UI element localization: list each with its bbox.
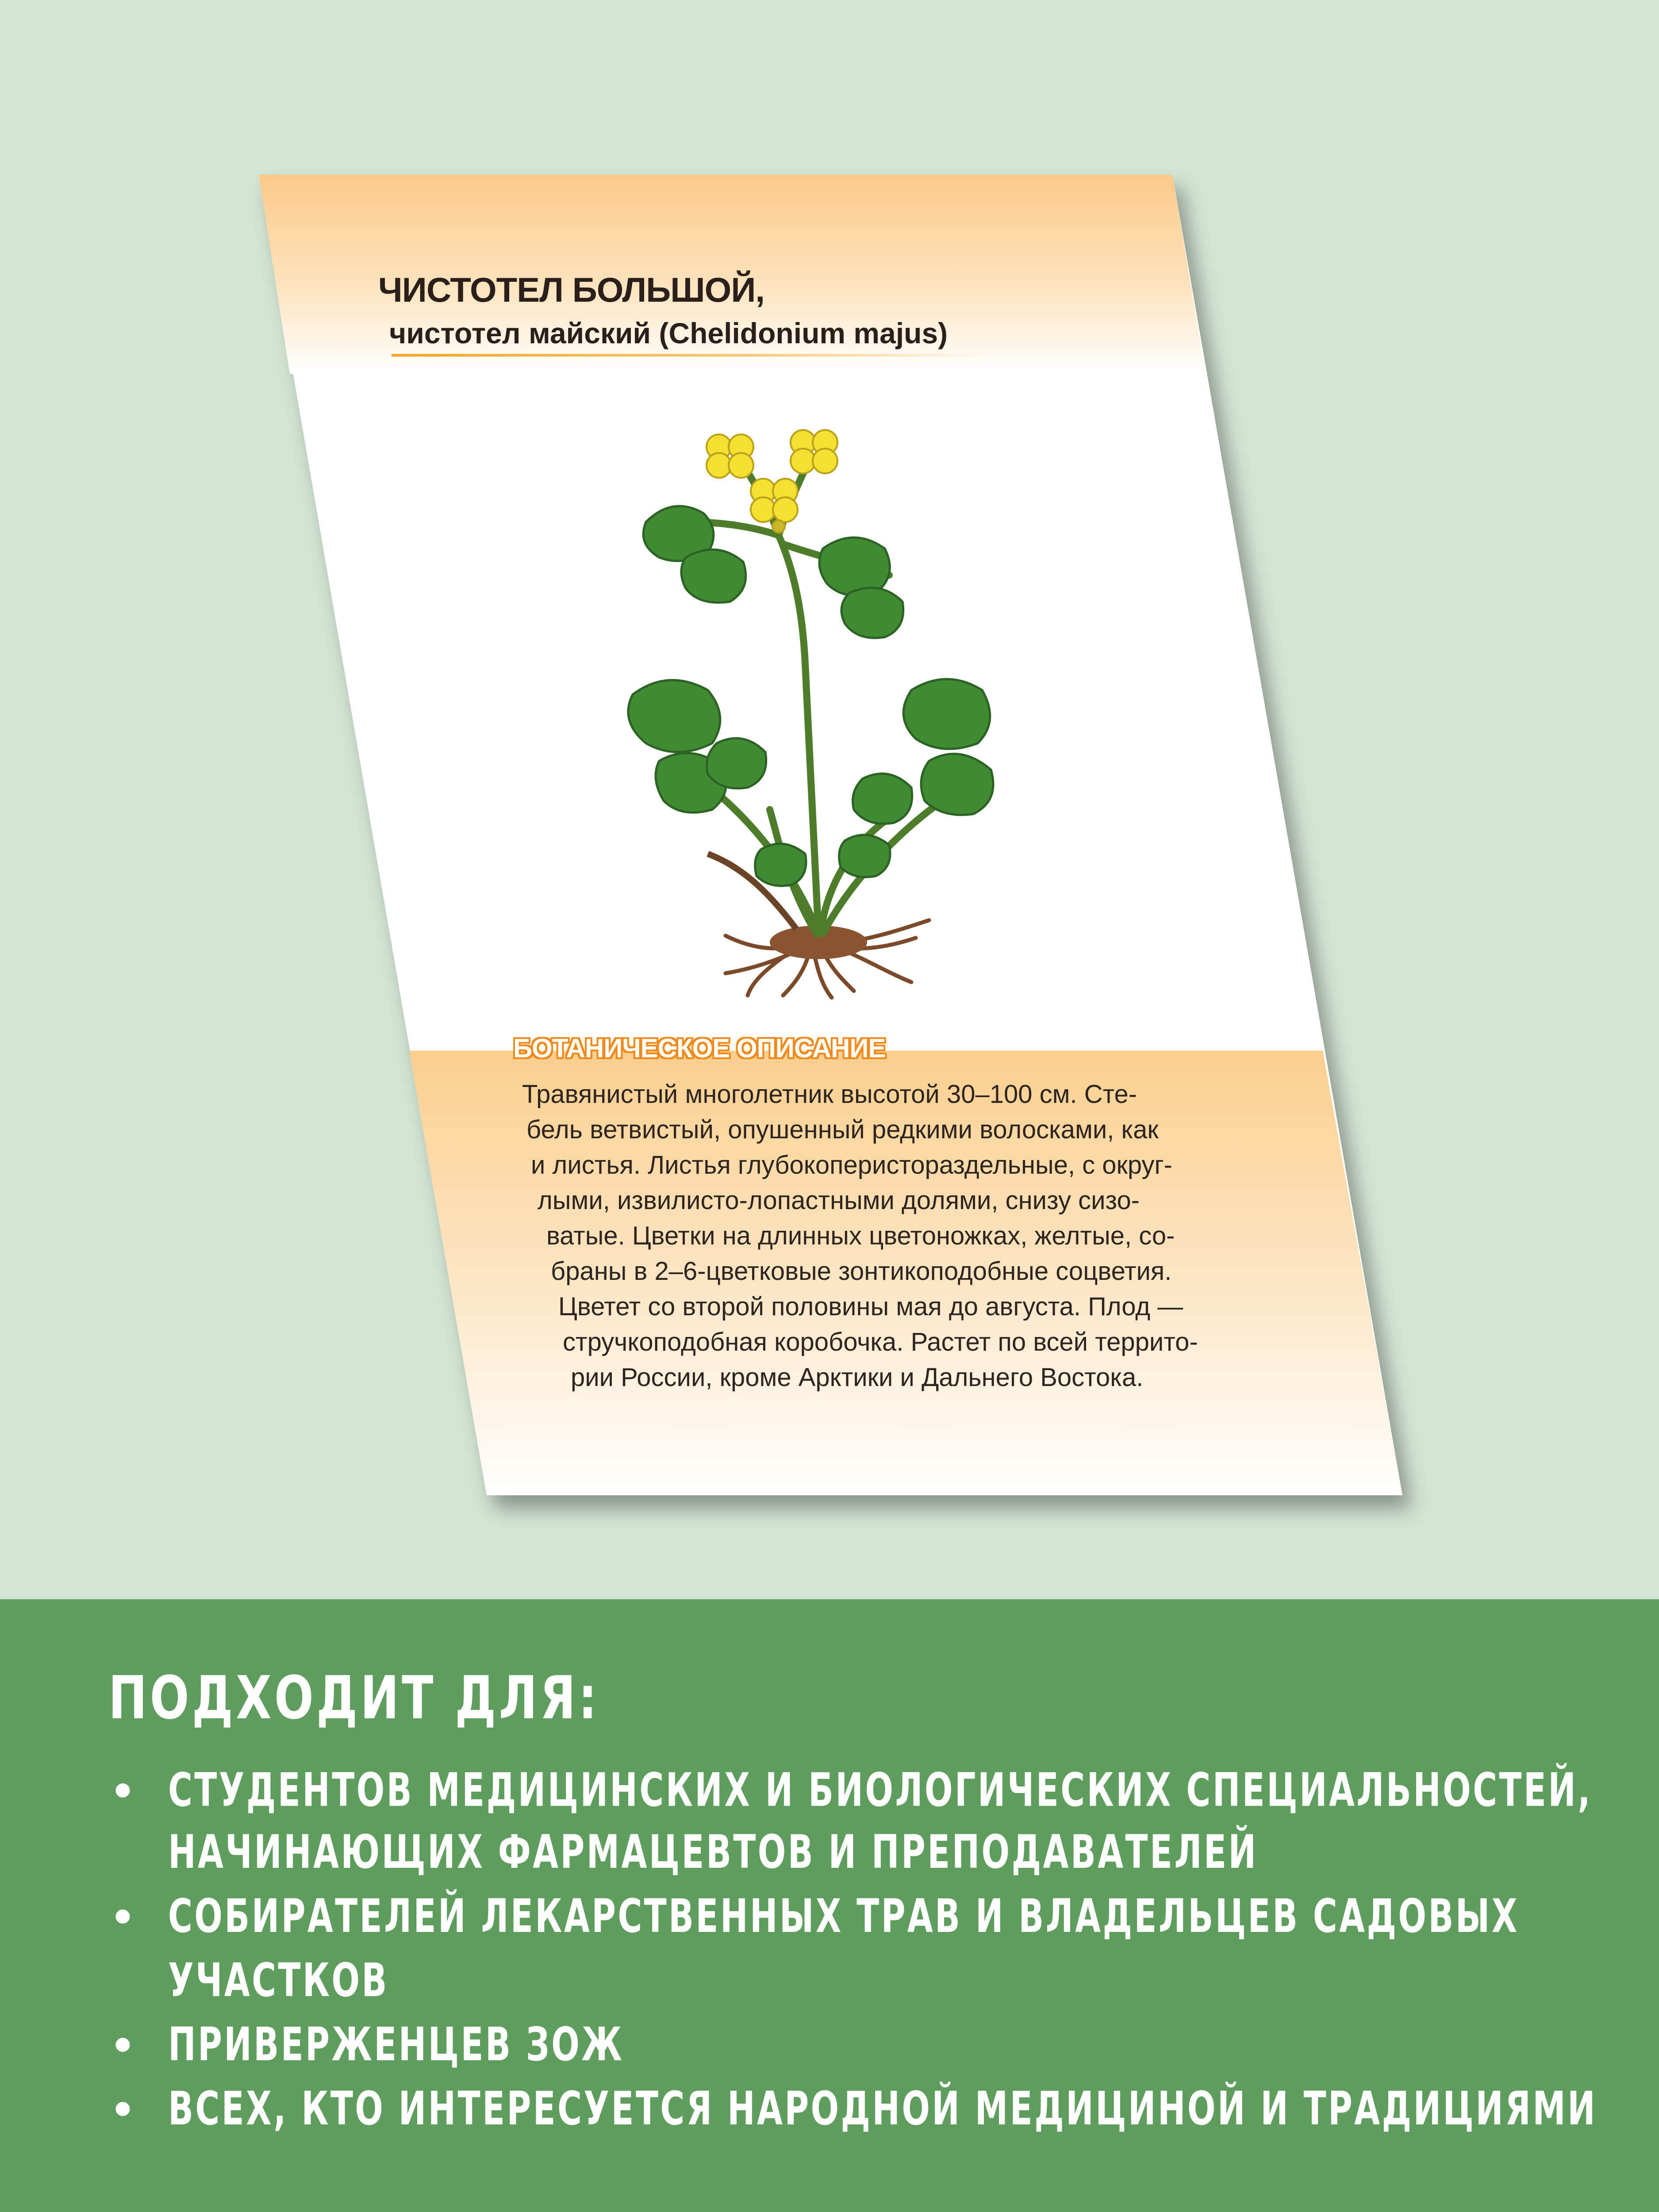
audience-item-line: УЧАСТКОВ [168, 1953, 389, 2007]
description-line: браны в 2–6-цветковые зонтикоподобные соцветия. [551, 1257, 1172, 1286]
description-line: и листья. Листья глубокоперистораздельные, с округ- [531, 1151, 1172, 1179]
description-line: стручкоподобная коробочка. Растет по всей террито- [563, 1328, 1198, 1356]
audience-item-line: ПРИВЕРЖЕНЦЕВ ЗОЖ [168, 2017, 624, 2071]
description-line: рии России, кроме Арктики и Дальнего Востока. [571, 1363, 1144, 1392]
description-line: Травянистый многолетник высотой 30–100 см. Сте- [522, 1080, 1137, 1109]
plant-subtitle: чистотел майский (Chelidonium majus) [389, 317, 948, 349]
bullet-icon: • [108, 1889, 137, 1946]
audience-item-line: ВСЕХ, КТО ИНТЕРЕСУЕТСЯ НАРОДНОЙ МЕДИЦИНОЙ И ТРАДИЦИЯМИ [168, 2081, 1598, 2135]
description-line: бель ветвистый, опушенный редкими волосками, как [526, 1115, 1159, 1144]
description-line: Цветет со второй половины мая до августа. Плод — [558, 1292, 1183, 1321]
audience-heading: ПОДХОДИТ ДЛЯ: [108, 1663, 600, 1732]
description-line: лыми, извилисто-лопастными долями, снизу сизо- [538, 1186, 1140, 1215]
title-underline [392, 354, 984, 357]
section-heading: БОТАНИЧЕСКОЕ ОПИСАНИЕ [513, 1033, 886, 1063]
plant-title: ЧИСТОТЕЛ БОЛЬШОЙ, [378, 270, 765, 309]
bullet-icon: • [108, 1763, 137, 1820]
audience-item-line: НАЧИНАЮЩИХ ФАРМАЦЕВТОВ И ПРЕПОДАВАТЕЛЕЙ [168, 1825, 1258, 1879]
description-line: ватые. Цветки на длинных цветоножках, желтые, со- [546, 1221, 1175, 1250]
bullet-icon: • [108, 2018, 137, 2074]
audience-item-line: СОБИРАТЕЛЕЙ ЛЕКАРСТВЕННЫХ ТРАВ И ВЛАДЕЛЬЦЕВ САДОВЫХ [168, 1889, 1519, 1943]
audience-item-line: СТУДЕНТОВ МЕДИЦИНСКИХ И БИОЛОГИЧЕСКИХ СПЕЦИАЛЬНОСТЕЙ, [168, 1763, 1592, 1817]
bullet-icon: • [108, 2082, 137, 2139]
